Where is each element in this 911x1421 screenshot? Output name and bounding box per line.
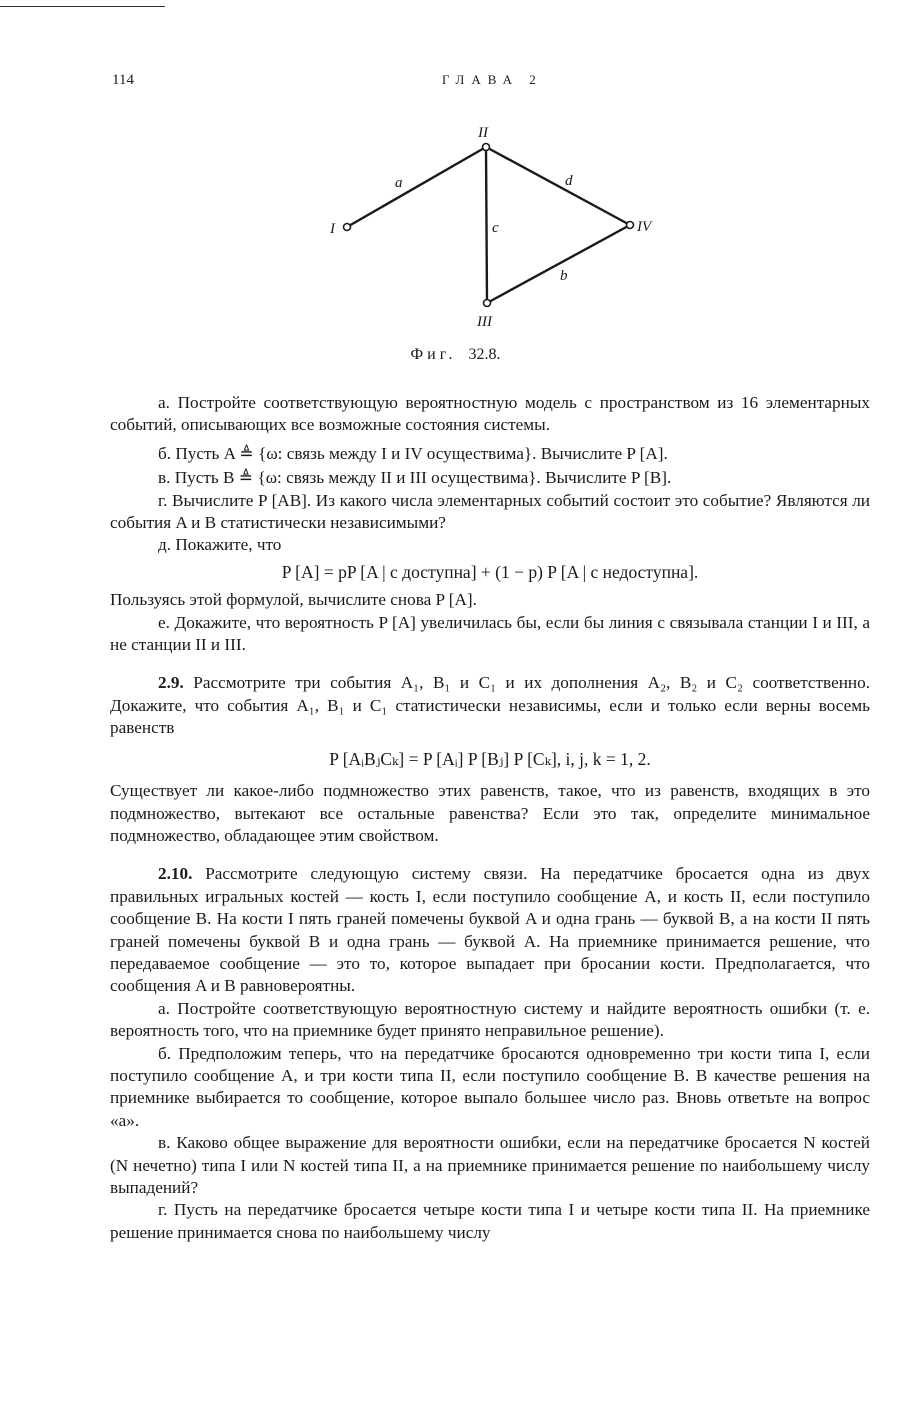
text-body xyxy=(110,392,870,1244)
node-2-label: II xyxy=(478,125,488,141)
top-rule xyxy=(0,6,165,7)
edge-c-line xyxy=(486,147,487,303)
use-formula-text: Пользуясь этой формулой, вычислите снова P [A]. xyxy=(110,590,477,610)
item-b: б. Пусть A ≜ {ω: связь между I и IV осуществима}. Вычислите P [A]. xyxy=(158,443,668,463)
formula-1: P [A] = pP [A | c доступна] + (1 − p) P [A | c недоступна]. xyxy=(281,561,699,582)
problem-2-9-number: 2.9. xyxy=(158,673,184,693)
edge-c-label: c xyxy=(492,220,499,236)
item-g: г. Вычислите P [AB]. Из какого числа элементарных событий состоит это событие? Являются ли события A и B статистически независимыми? xyxy=(110,490,870,533)
page-header xyxy=(112,72,872,96)
edge-b-label: b xyxy=(560,268,568,284)
node-1-label: I xyxy=(330,221,335,237)
problem-2-10-number: 2.10. xyxy=(158,864,193,884)
problem-2-9-continuation: Существует ли какое-либо подмножество этих равенств, такое, что из равенств, входящих в это подмножество, вытекают все остальные равенства? Если это так, определите минимальное подмножество, обладающее этим свойством. xyxy=(110,781,870,845)
problem-2-10 xyxy=(110,863,870,997)
problem-2-9 xyxy=(110,672,870,739)
node-4-label: IV xyxy=(637,219,652,235)
edge-a-label: a xyxy=(395,175,403,191)
edge-a-line xyxy=(347,147,486,227)
edge-d-label: d xyxy=(565,173,573,189)
chapter-title: ГЛАВА 2 xyxy=(442,72,543,87)
item-a: а. Постройте соответствующую вероятностную модель с пространством из 16 элементарных событий, описывающих все возможные состояния системы. xyxy=(110,393,870,435)
page-number: 114 xyxy=(112,72,134,88)
problem-2-10-item-g: г. Пусть на передатчике бросается четыре кости типа I и четыре кости типа II. На приемнике решение принимается снова по наибольшему числу xyxy=(110,1200,870,1242)
node-2-marker xyxy=(483,144,490,151)
problem-2-10-item-b: б. Предположим теперь, что на передатчике бросаются одновременно три кости типа I, если поступило сообщение A, и три кости типа II, если поступило сообщение B. В качестве решения на приемнике выбирается то сообщение, которое выпало большее число раз. Вновь ответьте на вопрос «а». xyxy=(110,1043,870,1130)
node-3-label: III xyxy=(477,314,492,330)
item-d: д. Покажите, что xyxy=(158,535,282,555)
edge-b-line xyxy=(487,225,630,303)
problem-2-10-text: Рассмотрите следующую систему связи. На передатчике бросается одна из двух правильных игральных костей — кость I, если поступило сообщение A, и кость II, если поступило сообщение B. На кости I пять граней помечены буквой A и одна грань — буквой B, а на кости II пять граней помечены буквой B и одна грань — буквой A. На приемнике принимается решение, что передаваемое сообщение — это то, которое выпадает при бросании кости. Предполагается, что сообщения A и B равновероятны. xyxy=(110,864,871,996)
figure-caption xyxy=(0,346,911,364)
node-1-marker xyxy=(344,224,351,231)
node-4-marker xyxy=(627,222,634,229)
problem-2-10-item-v: в. Каково общее выражение для вероятности ошибки, если на передатчике бросается N костей (N нечетно) типа I или N костей типа II, а на приемнике принимается решение по наибольшему числу выпадений? xyxy=(110,1133,870,1197)
item-v: в. Пусть B ≜ {ω: связь между II и III осуществима}. Вычислите P [B]. xyxy=(158,468,672,488)
problem-2-9-text: Рассмотрите три события A₁, B₁ и C₁ и их дополнения A₂, B₂ и C₂ соответственно. Докажите, что события A₁, B₁ и C₁ статистически независимы, если и только если верны восемь равенств xyxy=(110,673,870,738)
node-3-marker xyxy=(484,300,491,307)
formula-2: P [AᵢBⱼCₖ] = P [Aᵢ] P [Bⱼ] P [Cₖ], i, j, k = 1, 2. xyxy=(329,748,651,769)
network-figure xyxy=(320,110,660,335)
problem-2-10-item-a: а. Постройте соответствующую вероятностную систему и найдите вероятность ошибки (т. е. вероятность того, что на приемнике будет принято неправильное решение). xyxy=(110,998,870,1041)
caption-word: Фиг. xyxy=(410,346,457,363)
item-e: е. Докажите, что вероятность P [A] увеличилась бы, если бы линия c связывала станции I и III, а не станции II и III. xyxy=(110,612,870,655)
caption-number: 32.8. xyxy=(468,346,501,363)
edge-d-line xyxy=(486,147,630,225)
